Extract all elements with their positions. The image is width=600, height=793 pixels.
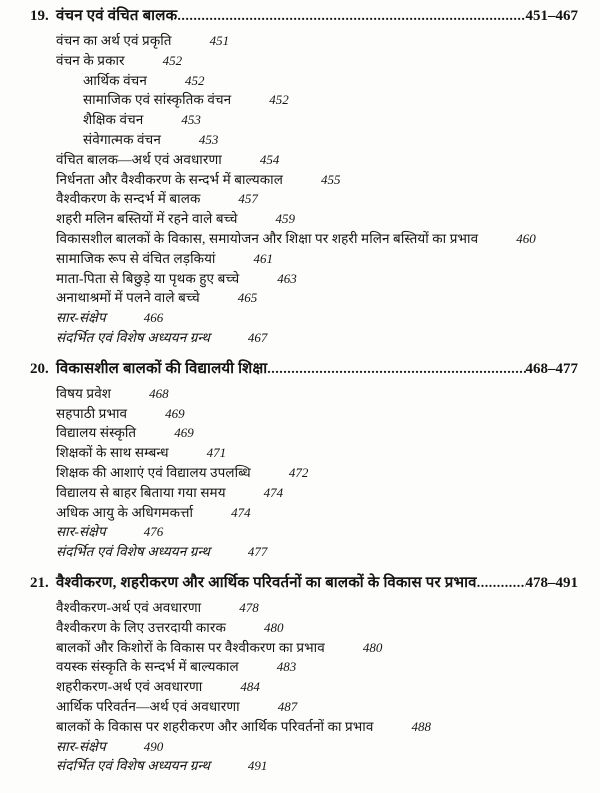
entry-page-number: 451 bbox=[209, 33, 230, 48]
entry-label: संवेगात्मक वंचन bbox=[83, 131, 161, 147]
toc-entry bbox=[30, 598, 578, 618]
entry-page-number: 452 bbox=[184, 72, 205, 88]
entry-page-number: 457 bbox=[238, 191, 258, 207]
toc-entry bbox=[30, 638, 578, 658]
chapter-heading bbox=[30, 5, 578, 28]
entry-page-number: 453 bbox=[198, 131, 219, 147]
entry-page-number: 461 bbox=[253, 250, 273, 266]
entry-page-number: 465 bbox=[237, 290, 258, 306]
chapter bbox=[30, 358, 578, 562]
toc-entry bbox=[30, 130, 578, 150]
entry-page-number: 468 bbox=[149, 385, 169, 401]
toc-entry bbox=[30, 677, 578, 697]
entry-page-number: 469 bbox=[174, 425, 194, 441]
entry-label: संदर्भित एवं विशेष अध्ययन ग्रन्थ bbox=[56, 758, 210, 774]
entry-label: माता-पिता से बिछुड़े या पृथक हुए बच्चे bbox=[56, 270, 240, 286]
toc-entry bbox=[30, 423, 578, 443]
toc-entry bbox=[30, 31, 578, 51]
entry-page-number: 459 bbox=[275, 211, 295, 227]
entry-label: शहरीकरण-अर्थ एवं अवधारणा bbox=[56, 679, 203, 695]
toc-entry bbox=[30, 110, 578, 130]
entry-label: अनाथाश्रमों में पलने वाले बच्चे bbox=[56, 290, 200, 306]
chapter-entries bbox=[30, 384, 578, 562]
entry-label: वैश्वीकरण-अर्थ एवं अवधारणा bbox=[56, 599, 202, 615]
entry-page-number: 452 bbox=[269, 92, 289, 108]
entry-label: वंचन के प्रकार bbox=[56, 52, 125, 68]
toc-entry bbox=[30, 384, 578, 404]
entry-page-number: 469 bbox=[165, 405, 185, 421]
chapter bbox=[30, 5, 578, 348]
entry-label: वंचन का अर्थ एवं प्रकृति bbox=[56, 33, 172, 48]
entry-label: शहरी मलिन बस्तियों में रहने वाले बच्चे bbox=[56, 211, 238, 227]
toc bbox=[30, 5, 578, 776]
entry-label: सार-संक्षेप bbox=[56, 524, 106, 540]
entry-label: संदर्भित एवं विशेष अध्ययन ग्रन्थ bbox=[56, 544, 210, 560]
dot-leader bbox=[177, 5, 525, 28]
entry-page-number: 484 bbox=[240, 679, 260, 695]
chapter-number: 21. bbox=[30, 574, 49, 591]
entry-page-number: 474 bbox=[263, 484, 284, 500]
entry-page-number: 483 bbox=[276, 659, 297, 675]
toc-entry bbox=[30, 717, 578, 737]
chapter-number: 19. bbox=[30, 8, 49, 24]
entry-page-number: 474 bbox=[231, 504, 251, 520]
entry-page-number: 467 bbox=[247, 329, 268, 345]
toc-entry bbox=[30, 269, 578, 289]
toc-entry bbox=[30, 737, 578, 757]
toc-entry bbox=[30, 542, 578, 562]
entry-label: शैक्षिक वंचन bbox=[83, 112, 144, 128]
entry-page-number: 491 bbox=[247, 758, 268, 774]
entry-label: आर्थिक वंचन bbox=[83, 72, 147, 88]
toc-entry bbox=[30, 209, 578, 229]
chapter-title: विकासशील बालकों की विद्यालयी शिक्षा bbox=[56, 360, 268, 377]
toc-entry bbox=[30, 308, 578, 328]
toc-entry bbox=[30, 463, 578, 483]
entry-label: सामाजिक रूप से वंचित लड़कियां bbox=[56, 250, 216, 266]
entry-label: वैश्वीकरण के सन्दर्भ में बालक bbox=[56, 191, 201, 207]
entry-label: विद्यालय संस्कृति bbox=[56, 425, 137, 441]
entry-page-number: 463 bbox=[277, 270, 297, 286]
entry-page-number: 460 bbox=[516, 230, 536, 246]
toc-entry bbox=[30, 328, 578, 348]
toc-entry bbox=[30, 189, 578, 209]
entry-page-number: 453 bbox=[181, 112, 201, 128]
toc-entry bbox=[30, 170, 578, 190]
chapter-page-range: 468–477 bbox=[525, 360, 578, 377]
chapter-page-range: 478–491 bbox=[525, 574, 578, 591]
entry-label: वयस्क संस्कृति के सन्दर्भ में बाल्यकाल bbox=[56, 659, 239, 675]
entry-page-number: 480 bbox=[263, 619, 284, 635]
entry-label: सहपाठी प्रभाव bbox=[56, 405, 128, 421]
dot-leader bbox=[267, 358, 525, 381]
entry-page-number: 472 bbox=[288, 464, 309, 480]
toc-entry bbox=[30, 443, 578, 463]
entry-label: बालकों और किशोरों के विकास पर वैश्वीकरण का प्रभाव bbox=[56, 639, 325, 655]
entry-page-number: 488 bbox=[411, 718, 431, 734]
entry-page-number: 454 bbox=[259, 151, 280, 167]
chapter-title: वंचन एवं वंचित बालक bbox=[56, 8, 178, 24]
entry-page-number: 487 bbox=[277, 698, 298, 714]
entry-label: सामाजिक एवं सांस्कृतिक वंचन bbox=[83, 92, 232, 108]
entry-page-number: 466 bbox=[143, 310, 164, 326]
entry-label: आर्थिक परिवर्तन—अर्थ एवं अवधारणा bbox=[56, 698, 240, 714]
entry-label: संदर्भित एवं विशेष अध्ययन ग्रन्थ bbox=[56, 329, 210, 345]
chapter-heading bbox=[30, 572, 578, 595]
toc-entry bbox=[30, 249, 578, 269]
entry-page-number: 478 bbox=[239, 599, 259, 615]
entry-label: विद्यालय से बाहर बिताया गया समय bbox=[56, 484, 226, 500]
toc-entry bbox=[30, 697, 578, 717]
entry-label: वंचित बालक—अर्थ एवं अवधारणा bbox=[56, 151, 222, 167]
entry-label: सार-संक्षेप bbox=[56, 310, 106, 326]
entry-page-number: 476 bbox=[143, 524, 164, 540]
chapter-number: 20. bbox=[30, 360, 49, 377]
entry-label: अधिक आयु के अधिगमकर्त्ता bbox=[56, 504, 194, 520]
entry-label: शिक्षक की आशाएं एवं विद्यालय उपलब्धि bbox=[56, 464, 251, 480]
entry-label: शिक्षकों के साथ सम्बन्ध bbox=[56, 445, 169, 461]
entry-label: सार-संक्षेप bbox=[56, 738, 106, 754]
chapter-entries bbox=[30, 598, 578, 776]
toc-entry bbox=[30, 150, 578, 170]
toc-entry bbox=[30, 288, 578, 308]
entry-label: विकासशील बालकों के विकास, समायोजन और शिक्षा पर शहरी मलिन बस्तियों का प्रभाव bbox=[56, 230, 479, 246]
toc-entry bbox=[30, 522, 578, 542]
toc-entry bbox=[30, 51, 578, 71]
entry-label: बालकों के विकास पर शहरीकरण और आर्थिक परिवर्तनों का प्रभाव bbox=[56, 718, 374, 734]
dot-leader bbox=[477, 572, 526, 595]
entry-page-number: 455 bbox=[320, 171, 341, 187]
toc-entry bbox=[30, 503, 578, 523]
entry-page-number: 490 bbox=[143, 738, 164, 754]
toc-entry bbox=[30, 756, 578, 776]
entry-label: निर्धनता और वैश्वीकरण के सन्दर्भ में बाल्यकाल bbox=[56, 171, 283, 187]
entry-page-number: 452 bbox=[162, 52, 183, 68]
toc-entry bbox=[30, 71, 578, 91]
entry-page-number: 480 bbox=[362, 639, 383, 655]
toc-entry bbox=[30, 657, 578, 677]
chapter-heading bbox=[30, 358, 578, 381]
chapter-entries bbox=[30, 31, 578, 348]
entry-page-number: 471 bbox=[206, 445, 227, 461]
chapter-title: वैश्वीकरण, शहरीकरण और आर्थिक परिवर्तनों का बालकों के विकास पर प्रभाव bbox=[56, 574, 477, 591]
entry-label: वैश्वीकरण के लिए उत्तरदायी कारक bbox=[56, 619, 226, 635]
entry-page-number: 477 bbox=[247, 544, 268, 560]
chapter bbox=[30, 572, 578, 776]
entry-label: विषय प्रवेश bbox=[56, 385, 112, 401]
toc-entry bbox=[30, 404, 578, 424]
chapter-page-range: 451–467 bbox=[525, 8, 578, 24]
toc-entry bbox=[30, 483, 578, 503]
toc-entry bbox=[30, 618, 578, 638]
toc-entry bbox=[30, 90, 578, 110]
toc-entry bbox=[30, 229, 578, 249]
